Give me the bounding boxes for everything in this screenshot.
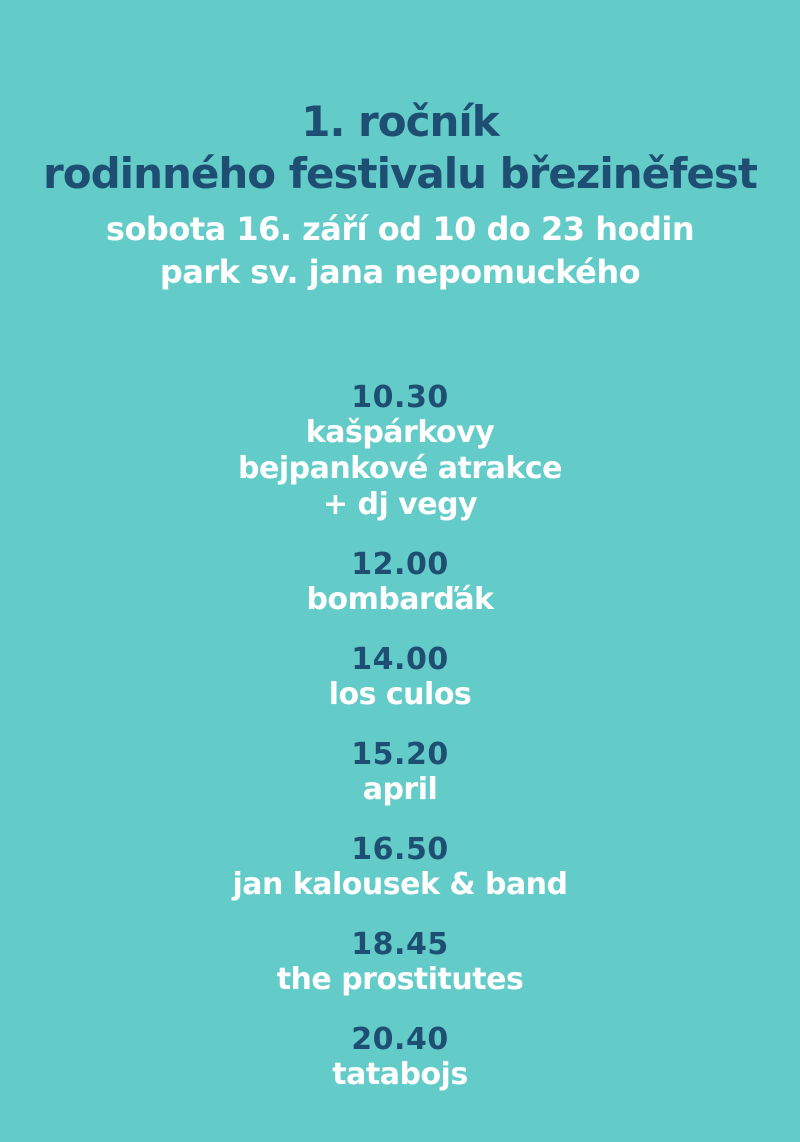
event-info-block — [0, 208, 800, 294]
schedule-act-name: bejpankové atrakce — [238, 451, 562, 486]
schedule-time: 12.00 — [351, 547, 449, 582]
schedule-item — [0, 547, 800, 618]
schedule-act-name: jan kalousek & band — [232, 867, 568, 902]
schedule-item — [0, 927, 800, 998]
schedule-time: 14.00 — [351, 642, 449, 677]
event-date-time: sobota 16. září od 10 do 23 hodin — [105, 210, 695, 248]
event-location: park sv. jana nepomuckého — [159, 253, 641, 291]
schedule-act-name: kašpárkovy — [305, 415, 495, 450]
schedule-time: 18.45 — [351, 927, 449, 962]
schedule-time: 15.20 — [351, 737, 449, 772]
schedule-act-name: bombarďák — [306, 582, 494, 617]
schedule-act-name: april — [362, 772, 438, 807]
festival-name-title: rodinného festivalu březiněfest — [43, 149, 757, 198]
schedule-act-name: the prostitutes — [276, 962, 524, 997]
schedule-item — [0, 832, 800, 903]
schedule-item — [0, 737, 800, 808]
poster-header — [0, 0, 800, 294]
schedule-time: 16.50 — [351, 832, 449, 867]
schedule-time: 10.30 — [351, 380, 449, 415]
schedule-act-name: + dj vegy — [322, 487, 478, 522]
schedule-item — [0, 380, 800, 523]
schedule-list — [0, 380, 800, 1093]
festival-edition-title: 1. ročník — [301, 97, 499, 146]
schedule-item — [0, 642, 800, 713]
schedule-act-name: los culos — [328, 677, 472, 712]
schedule-time: 20.40 — [351, 1022, 449, 1057]
schedule-act-name: tatabojs — [332, 1057, 468, 1092]
schedule-item — [0, 1022, 800, 1093]
